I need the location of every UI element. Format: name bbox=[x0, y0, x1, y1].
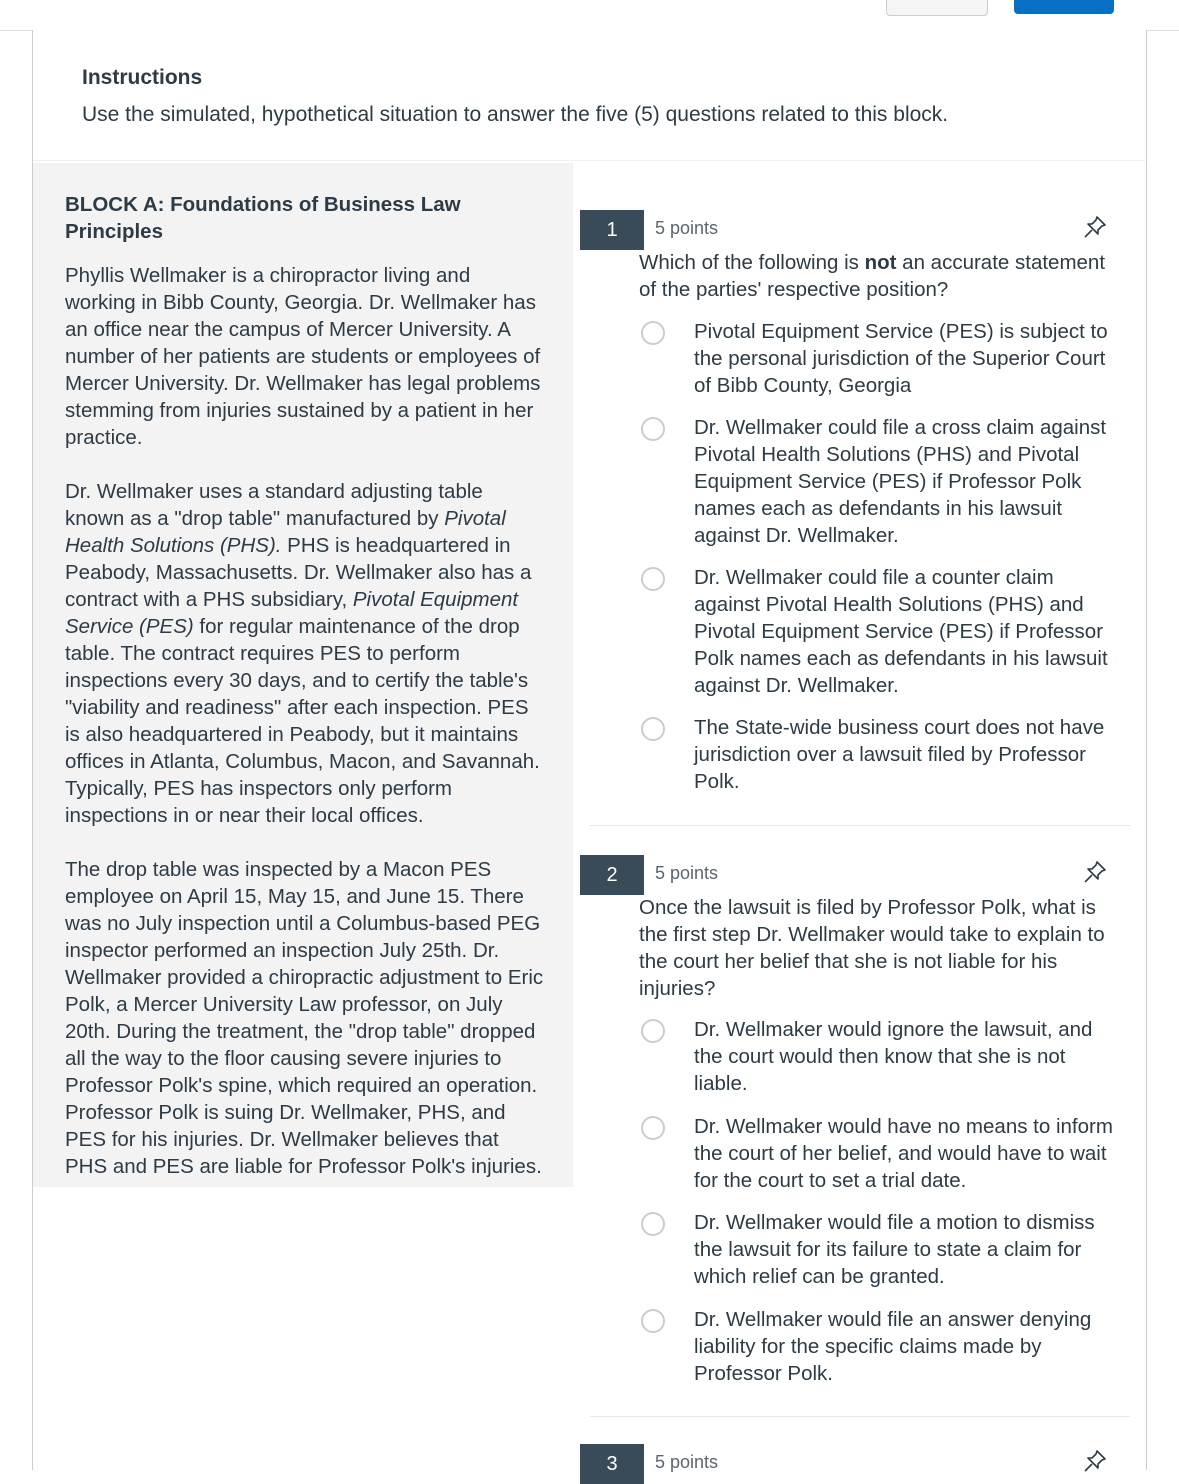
primary-button[interactable] bbox=[1014, 0, 1114, 14]
passage-paragraph: The drop table was inspected by a Macon PES employee on April 15, May 15, and June 15. There was no July inspection until a Columbus-based PEG inspector performed an inspection July 25th. Dr. Wellmaker provided a chiropractic adjustment to Eric Polk, a Mercer University Law professor, on July 20th. During the treatment, the "drop table" dropped all the way to the floor causing severe injuries to Professor Polk's spine, which required an operation. Professor Polk is suing Dr. Wellmaker, PHS, and PES for his injuries. Dr. Wellmaker believes that PHS and PES are liable for Professor Polk's injuries. bbox=[65, 858, 544, 1178]
pin-icon[interactable] bbox=[1080, 857, 1110, 887]
question-number: 1 bbox=[580, 210, 644, 250]
answer-option-label: Dr. Wellmaker would file a motion to dismiss the lawsuit for its failure to state a claim for which relief can be granted. bbox=[694, 1211, 1095, 1288]
radio-button[interactable] bbox=[641, 1019, 665, 1043]
radio-button[interactable] bbox=[641, 567, 665, 591]
question-points: 5 points bbox=[655, 863, 719, 883]
question-number: 3 bbox=[580, 1444, 644, 1484]
divider bbox=[33, 160, 1145, 161]
answer-option-label: The State-wide business court does not have jurisdiction over a lawsuit filed by Professor Polk. bbox=[694, 716, 1105, 793]
radio-button[interactable] bbox=[641, 321, 665, 345]
radio-button[interactable] bbox=[641, 1309, 665, 1333]
secondary-button[interactable] bbox=[886, 0, 988, 16]
question-divider bbox=[590, 825, 1130, 826]
answer-option-label: Pivotal Equipment Service (PES) is subject to the personal jurisdiction of the Superior Court of Bibb County, Georgia bbox=[694, 320, 1108, 397]
passage-paragraph: Phyllis Wellmaker is a chiropractor living and working in Bibb County, Georgia. Dr. Wellmaker has an office near the campus of Mercer University. A number of her patients are students or employees of Mercer University. Dr. Wellmaker has legal problems stemming from injuries sustained by a patient in her practice. bbox=[65, 264, 541, 449]
pin-icon[interactable] bbox=[1080, 212, 1110, 242]
radio-button[interactable] bbox=[641, 717, 665, 741]
instructions-text: Use the simulated, hypothetical situation to answer the five (5) questions related to this block. bbox=[82, 103, 949, 126]
passage-title: BLOCK A: Foundations of Business Law Principles bbox=[65, 193, 461, 243]
instructions-title: Instructions bbox=[82, 66, 203, 89]
answer-option-label: Dr. Wellmaker would ignore the lawsuit, and the court would then know that she is not liable. bbox=[694, 1018, 1093, 1095]
radio-button[interactable] bbox=[641, 1212, 665, 1236]
answer-option-label: Dr. Wellmaker could file a counter claim against Pivotal Health Solutions (PHS) and Pivotal Equipment Service (PES) if Professor Polk names each as defendants in his lawsuit against Dr. Wellmaker. bbox=[694, 566, 1108, 697]
radio-button[interactable] bbox=[641, 417, 665, 441]
question-points: 5 points bbox=[655, 1452, 719, 1472]
answer-option-label: Dr. Wellmaker could file a cross claim against Pivotal Health Solutions (PHS) and Pivotal Equipment Service (PES) if Professor Polk names each as defendants in his lawsuit against Dr. Wellmaker. bbox=[694, 416, 1107, 547]
passage-panel bbox=[33, 163, 573, 1187]
question-divider bbox=[590, 1416, 1130, 1417]
question-text: Which of the following is not an accurate statement of the parties' respective position? bbox=[639, 251, 1106, 301]
answer-option-label: Dr. Wellmaker would file an answer denying liability for the specific claims made by Professor Polk. bbox=[694, 1308, 1092, 1385]
answer-option-label: Dr. Wellmaker would have no means to inform the court of her belief, and would have to wait for the court to set a trial date. bbox=[694, 1115, 1113, 1192]
radio-button[interactable] bbox=[641, 1116, 665, 1140]
passage-paragraph: Dr. Wellmaker uses a standard adjusting table known as a "drop table" manufactured by Pivotal Health Solutions (PHS). PHS is headquartered in Peabody, Massachusetts. Dr. Wellmaker also has a contract with a PHS subsidiary, Pivotal Equipment Service (PES) for regular maintenance of the drop table. The contract requires PES to perform inspections every 30 days, and to certify the table's "viability and readiness" after each inspection. PES is also headquartered in Peabody, but it maintains offices in Atlanta, Columbus, Macon, and Savannah. Typically, PES has inspectors only perform inspections in or near their local offices. bbox=[65, 480, 540, 827]
question-text: Once the lawsuit is filed by Professor Polk, what is the first step Dr. Wellmaker would take to explain to the court her belief that she is not liable for his injuries? bbox=[639, 896, 1105, 1000]
pin-icon[interactable] bbox=[1080, 1446, 1110, 1476]
top-toolbar bbox=[0, 0, 1179, 31]
question-points: 5 points bbox=[655, 218, 719, 238]
question-number: 2 bbox=[580, 855, 644, 895]
